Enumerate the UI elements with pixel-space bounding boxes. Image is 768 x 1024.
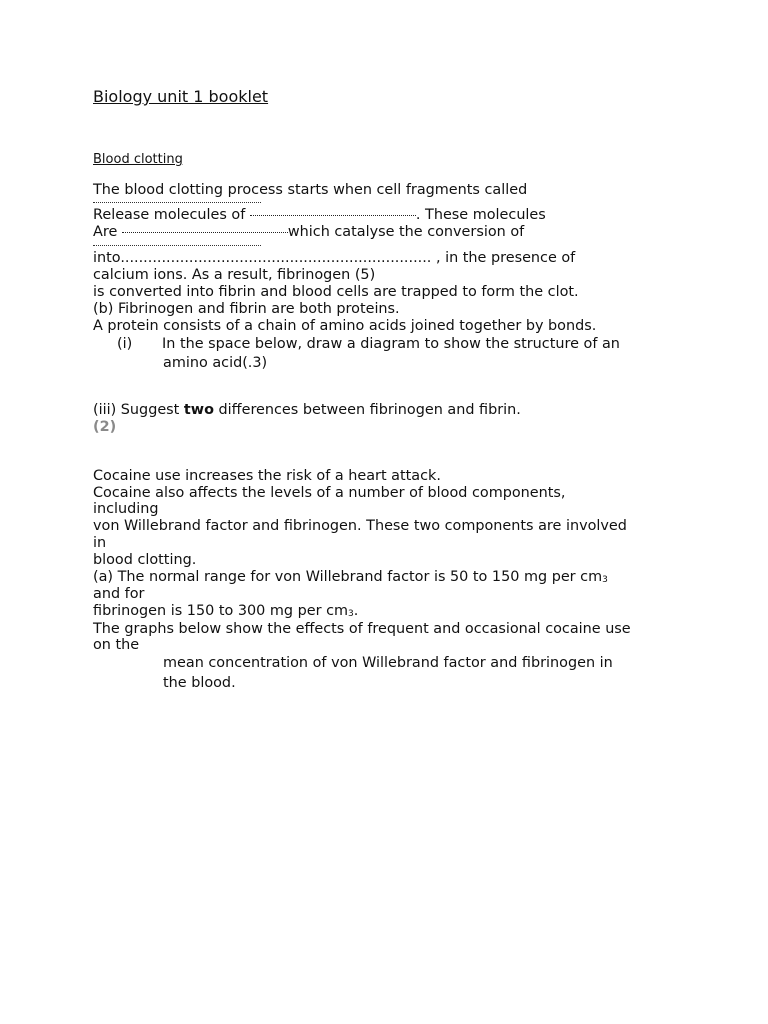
text-line: Cocaine also affects the levels of a number of blood components, <box>93 485 566 501</box>
text-line: mean concentration of von Willebrand factor and fibrinogen in <box>163 655 613 671</box>
answer-blank <box>93 202 261 203</box>
text-line: and for <box>93 586 145 602</box>
text-line: the blood. <box>163 675 236 691</box>
emphasis: two <box>183 402 214 418</box>
text-line: on the <box>93 637 140 653</box>
section-heading: Blood clotting <box>93 152 183 167</box>
text-line: In the space below, draw a diagram to show the structure of an <box>162 336 620 352</box>
text-line <box>93 207 546 224</box>
text-line: A protein consists of a chain of amino acids joined together by bonds. <box>93 318 597 334</box>
subscript: 3 <box>602 575 608 585</box>
text-span: differences between fibrinogen and fibrin. <box>218 402 521 418</box>
text-line: Cocaine use increases the risk of a heart attack. <box>93 468 441 484</box>
text-span: fibrinogen is 150 to 300 mg per cm <box>93 603 349 619</box>
text-span: (a) The normal range for von Willebrand factor is 50 to 150 mg per cm <box>93 569 603 585</box>
text-line: including <box>93 501 159 517</box>
text-line <box>93 603 358 623</box>
text-span: . <box>353 603 359 619</box>
text-span: Are <box>93 224 118 240</box>
marks-label: (2) <box>93 419 117 435</box>
text-line: The blood clotting process starts when cell fragments called <box>93 182 528 198</box>
text-line: blood clotting. <box>93 552 197 568</box>
answer-blank <box>250 214 416 216</box>
text-line: in <box>93 535 107 551</box>
text-span: Release molecules of <box>93 207 246 223</box>
text-span: which catalyse the conversion of <box>287 224 525 240</box>
text-line: into.................................................................... , in the presence of <box>93 250 576 266</box>
text-line: The graphs below show the effects of frequent and occasional cocaine use <box>93 621 631 637</box>
text-line <box>93 569 608 589</box>
subscript: 3 <box>348 609 354 619</box>
text-span: . These molecules <box>415 207 546 223</box>
answer-blank <box>122 231 288 233</box>
text-line: von Willebrand factor and fibrinogen. These two components are involved <box>93 518 627 534</box>
answer-blank <box>93 245 261 246</box>
text-line <box>93 402 521 419</box>
question-number: (i) <box>117 336 133 352</box>
text-line: is converted into fibrin and blood cells are trapped to form the clot. <box>93 284 579 300</box>
text-line: (b) Fibrinogen and fibrin are both proteins. <box>93 301 400 317</box>
text-line: amino acid(.3) <box>163 355 268 371</box>
text-line <box>93 224 524 241</box>
text-span: (iii) Suggest <box>93 402 180 418</box>
page-title: Biology unit 1 booklet <box>93 87 269 106</box>
text-line: calcium ions. As a result, fibrinogen (5) <box>93 267 376 283</box>
